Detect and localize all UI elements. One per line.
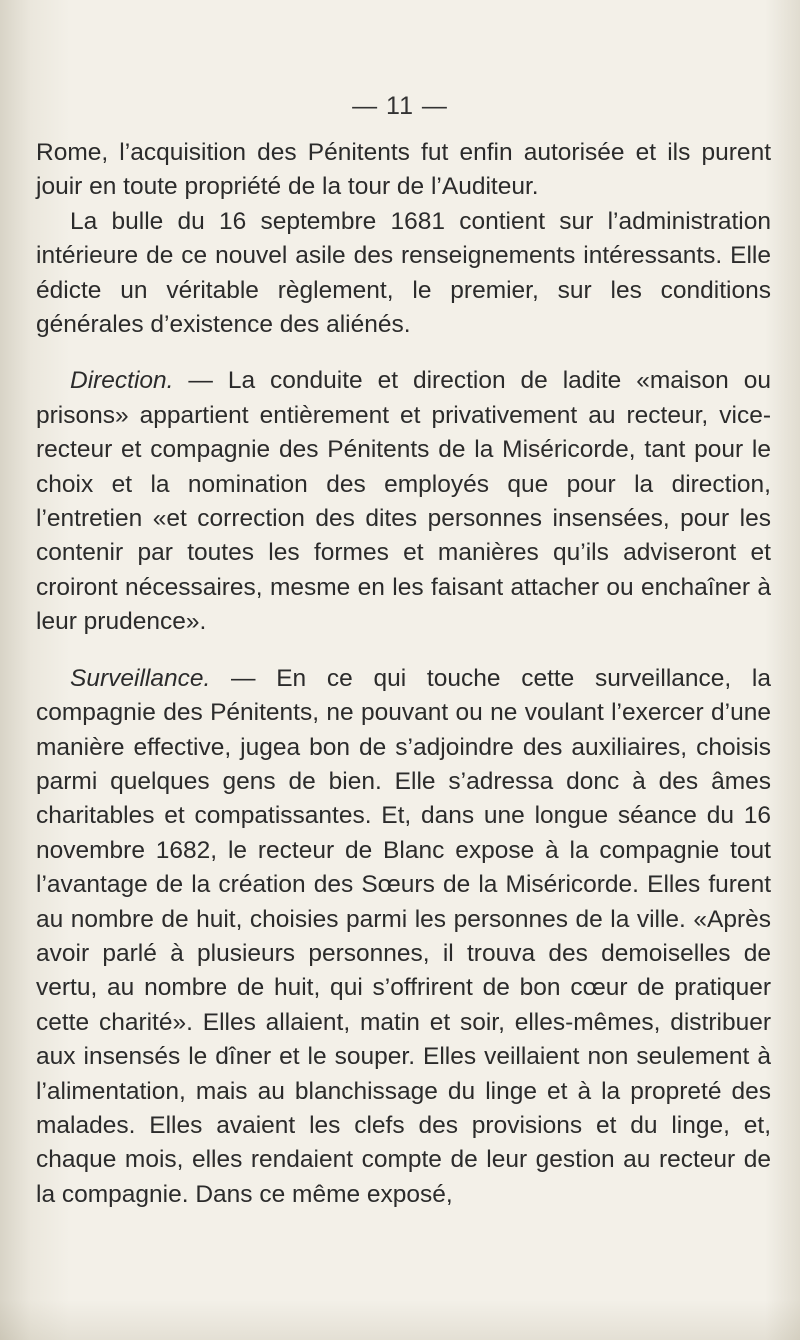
paragraph-direction-text: — La conduite et direction de ladite «maison ou prisons» appartient entièrement et privativement au recteur, vice-recteur et compagnie des Pénitents de la Miséricorde, tant pour le choix et la nomination des employés que pour la direction, l’entretien «et correction des dites personnes insensées, pour les contenir par toutes les formes et manières qu’ils adviseront et croiront nécessaires, mesme en les faisant attacher ou enchaîner à leur prudence». (36, 367, 771, 636)
paragraph-surveillance (36, 662, 771, 1213)
paragraph-direction (36, 364, 771, 639)
paragraph-surveillance-text: — En ce qui touche cette surveillance, la compagnie des Pénitents, ne pouvant ou ne voulant l’exercer d’une manière effective, jugea bon de s’adjoindre des auxiliaires, choisis parmi quelques gens de bien. Elle s’adressa donc à des âmes charitables et compatissantes. Et, dans une longue séance du 16 novembre 1682, le recteur de Blanc expose à la compagnie tout l’avantage de la création des Sœurs de la Miséricorde. Elles furent au nombre de huit, choisies parmi les personnes de la ville. «Après avoir parlé à plusieurs personnes, il trouva des demoiselles de vertu, au nombre de huit, qui s’offrirent de bon cœur de pratiquer cette charité». Elles allaient, matin et soir, elles-mêmes, distribuer aux insensés le dîner et le souper. Elles veillaient non seulement à l’alimentation, mais au blanchissage du linge et à la propreté des malades. Elles avaient les clefs des provisions et du linge, et, chaque mois, elles rendaient compte de leur gestion au recteur de la compagnie. Dans ce même exposé, (36, 664, 771, 1208)
page-number: — 11 — (352, 92, 448, 120)
paragraph-bulle: La bulle du 16 septembre 1681 contient sur l’administration intérieure de ce nouvel asile des renseignements intéressants. Elle édicte un véritable règlement, le premier, sur les conditions générales d’existence des aliénés. (36, 207, 771, 339)
paragraph-continuation: Rome, l’acquisition des Pénitents fut enfin autorisée et ils purent jouir en toute propriété de la tour de l’Auditeur. (36, 139, 771, 201)
section-title-surveillance: Surveillance. (70, 664, 211, 692)
body-text (36, 136, 771, 1212)
section-title-direction: Direction. (70, 367, 174, 395)
